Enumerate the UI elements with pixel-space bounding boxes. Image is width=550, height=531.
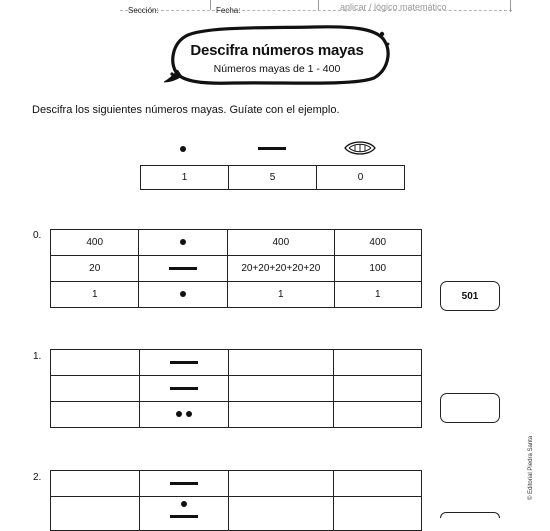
maya-bar-icon (170, 387, 198, 390)
calc-cell[interactable] (228, 402, 333, 428)
table-row (141, 166, 405, 190)
fecha-label: Fecha: (216, 6, 241, 15)
symbol-cell (139, 376, 228, 402)
calc-cell: 20+20+20+20+20 (228, 256, 334, 282)
table-row (51, 376, 422, 402)
competencia-label: aplicar / lógico matemático (340, 2, 447, 12)
header-divider (318, 0, 319, 10)
header-divider (210, 0, 211, 10)
exercise-number: 1. (33, 351, 42, 362)
seccion-label: Sección: (128, 6, 159, 15)
result-cell: 400 (334, 230, 421, 256)
maya-bar-icon (258, 147, 286, 150)
calc-cell: 1 (228, 282, 334, 308)
result-cell[interactable] (334, 402, 422, 428)
maya-dot-icon (176, 411, 182, 417)
answer-box[interactable] (440, 512, 500, 518)
maya-shell-icon (343, 140, 377, 156)
exercise-2-table (50, 470, 422, 531)
place-value-cell[interactable] (51, 350, 140, 376)
symbol-cell (139, 471, 228, 497)
table-row (51, 471, 422, 497)
key-value-cell: 1 (141, 166, 229, 190)
answer-box: 501 (440, 281, 500, 311)
maya-bar-icon (169, 267, 197, 270)
table-row (51, 402, 422, 428)
exercise-1-table (50, 349, 422, 428)
place-value-cell: 20 (51, 256, 139, 282)
maya-bar-icon (170, 482, 198, 485)
place-value-cell: 1 (51, 282, 139, 308)
table-row (51, 256, 422, 282)
result-cell[interactable] (334, 471, 422, 497)
maya-dot-icon (180, 239, 186, 245)
title-banner (164, 22, 390, 86)
exercise-number: 2. (33, 472, 42, 483)
instruction-text: Descifra los siguientes números mayas. Guíate con el ejemplo. (32, 104, 340, 116)
maya-dot-icon (180, 291, 186, 297)
result-cell[interactable] (334, 497, 422, 531)
result-cell[interactable] (334, 350, 422, 376)
result-cell: 1 (334, 282, 421, 308)
table-row (51, 497, 422, 531)
table-row (51, 350, 422, 376)
maya-bar-icon (170, 361, 198, 364)
maya-dot-icon (180, 146, 186, 152)
calc-cell[interactable] (228, 471, 333, 497)
calc-cell[interactable] (228, 350, 333, 376)
symbol-cell (139, 350, 228, 376)
symbol-cell (139, 230, 228, 256)
maya-dot-icon (186, 411, 192, 417)
table-row (51, 282, 422, 308)
result-cell[interactable] (334, 376, 422, 402)
place-value-cell[interactable] (51, 497, 140, 531)
maya-dot-icon (181, 501, 187, 507)
calc-cell[interactable] (228, 376, 333, 402)
seccion-line (120, 6, 210, 15)
symbol-cell (139, 282, 228, 308)
result-cell: 100 (334, 256, 421, 282)
page-subtitle: Números mayas de 1 - 400 (213, 63, 341, 75)
header-divider (510, 0, 511, 12)
table-row (51, 230, 422, 256)
key-value-cell: 5 (229, 166, 317, 190)
symbol-cell (139, 402, 228, 428)
calc-cell[interactable] (228, 497, 333, 531)
publisher-credit: © Editorial Piedra Santa (528, 435, 534, 500)
key-symbols-row (140, 140, 404, 158)
exercise-0-table (50, 229, 422, 308)
calc-cell: 400 (228, 230, 334, 256)
key-values-table (140, 165, 405, 190)
key-value-cell: 0 (317, 166, 405, 190)
page-title: Descifra números mayas (190, 42, 364, 59)
place-value-cell: 400 (51, 230, 139, 256)
maya-bar-icon (170, 515, 198, 518)
place-value-cell[interactable] (51, 402, 140, 428)
symbol-cell (139, 497, 228, 531)
answer-box[interactable] (440, 393, 500, 423)
place-value-cell[interactable] (51, 471, 140, 497)
place-value-cell[interactable] (51, 376, 140, 402)
symbol-cell (139, 256, 228, 282)
exercise-number: 0. (33, 230, 42, 241)
